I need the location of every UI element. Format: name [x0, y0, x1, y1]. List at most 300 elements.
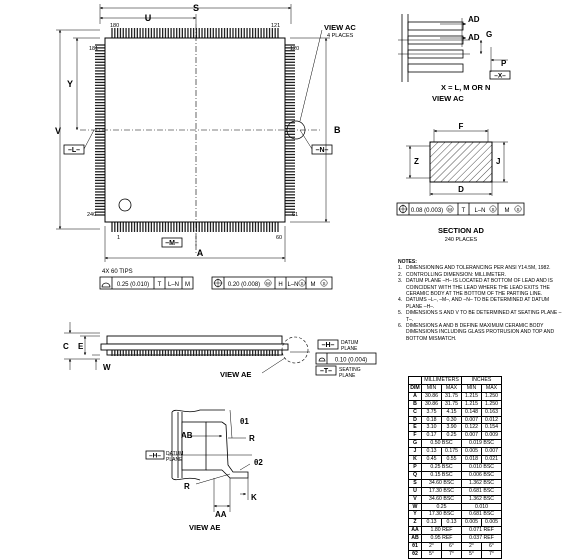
- lead: [252, 350, 253, 356]
- side-view: [63, 322, 376, 379]
- lead: [275, 350, 276, 356]
- lead: [95, 151, 105, 152]
- lead: [224, 222, 225, 232]
- lead: [139, 222, 140, 232]
- table-dim-cell: Z: [409, 519, 422, 527]
- lead: [285, 65, 295, 66]
- lead: [95, 157, 105, 158]
- lead: [285, 105, 295, 106]
- lead: [232, 350, 233, 356]
- table-value-cell: 17.30 BSC: [422, 487, 462, 495]
- lead: [95, 186, 105, 187]
- table-value-cell: 1.250: [482, 400, 502, 408]
- lead: [95, 99, 105, 100]
- lead: [185, 350, 186, 356]
- table-group-mm: MILLIMETERS: [422, 377, 462, 385]
- table-dim-cell: E: [409, 424, 422, 432]
- lead: [213, 350, 214, 356]
- lead: [238, 28, 239, 38]
- lead: [232, 28, 233, 38]
- lead: [95, 96, 105, 97]
- lead: [204, 350, 205, 356]
- svg-text:S: S: [322, 281, 326, 286]
- table-row: [409, 519, 502, 527]
- table-dim-cell: θ2: [409, 550, 422, 558]
- lead: [285, 111, 295, 112]
- dim-g-label: G: [486, 30, 493, 39]
- lead: [95, 194, 105, 195]
- datum-plane-label: DATUM: [341, 340, 359, 346]
- table-dim-cell: AA: [409, 527, 422, 535]
- lead: [285, 116, 295, 117]
- table-value-cell: 0.13: [422, 519, 442, 527]
- view-ae-callout: VIEW AE: [220, 370, 252, 379]
- lead: [285, 203, 295, 204]
- svg-text:T: T: [157, 282, 162, 288]
- lead: [95, 183, 105, 184]
- table-value-cell: 30.86: [422, 400, 442, 408]
- lead: [285, 73, 295, 74]
- table-row: [409, 408, 502, 416]
- table-dim-cell: AB: [409, 535, 422, 543]
- lead: [95, 191, 105, 192]
- table-row: [409, 448, 502, 456]
- table-head-in-min: MIN: [462, 384, 482, 392]
- lead: [120, 28, 121, 38]
- lead: [95, 165, 105, 166]
- lead: [95, 105, 105, 106]
- lead: [151, 222, 152, 232]
- table-value-cell: 1.215: [462, 392, 482, 400]
- table-value-cell: 0.005: [482, 519, 502, 527]
- lead: [117, 28, 118, 38]
- radius-label-upper: R: [249, 434, 255, 443]
- lead: [179, 222, 180, 232]
- lead: [285, 151, 295, 152]
- view-ac-places: 4 PLACES: [327, 33, 354, 39]
- lead-row-top: [111, 28, 278, 38]
- lead: [95, 119, 105, 120]
- view-ae-detail: [146, 410, 263, 532]
- table-value-cell: 7°: [442, 550, 462, 558]
- table-value-cell: 0.071 REF: [462, 527, 502, 535]
- lead: [114, 350, 115, 356]
- lead: [285, 171, 295, 172]
- lead: [285, 160, 295, 161]
- lead: [285, 200, 295, 201]
- lead: [252, 28, 253, 38]
- ae-datum-h-label: –H–: [149, 452, 161, 460]
- svg-text:M: M: [185, 282, 190, 288]
- table-value-cell: 6°: [482, 543, 502, 551]
- dim-s-label: S: [192, 3, 200, 13]
- lead: [156, 28, 157, 38]
- table-value-cell: 4.15: [442, 408, 462, 416]
- pin-120-label: 120: [290, 46, 300, 52]
- table-value-cell: 3.90: [442, 424, 462, 432]
- lead: [285, 145, 295, 146]
- lead: [218, 222, 219, 232]
- lead: [244, 222, 245, 232]
- table-dim-cell: F: [409, 432, 422, 440]
- lead: [95, 171, 105, 172]
- table-value-cell: 1.215: [462, 400, 482, 408]
- lead: [285, 93, 295, 94]
- lead: [95, 93, 105, 94]
- table-row: [409, 479, 502, 487]
- svg-text:0.20 (0.008): 0.20 (0.008): [227, 282, 261, 288]
- table-value-cell: 0.15 BSC: [422, 471, 462, 479]
- lead: [221, 28, 222, 38]
- lead: [154, 350, 155, 356]
- lead: [285, 88, 295, 89]
- lead: [151, 28, 152, 38]
- note-item: 4. DATUMS –L–, –M–, AND –N– TO BE DETERMINED AT DATUM PLANE –H–.: [398, 297, 550, 310]
- lead: [263, 222, 264, 232]
- lead: [95, 142, 105, 143]
- table-value-cell: 0.148: [462, 408, 482, 416]
- table-value-cell: 0.012: [482, 416, 502, 424]
- lead: [187, 350, 188, 356]
- lead: [249, 350, 250, 356]
- lead: [95, 139, 105, 140]
- table-value-cell: 0.006 BSC: [462, 471, 502, 479]
- table-dim-cell: θ1: [409, 543, 422, 551]
- svg-text:L–N: L–N: [287, 282, 299, 288]
- lead: [95, 122, 105, 123]
- lead: [114, 28, 115, 38]
- lead: [128, 350, 129, 356]
- lead: [285, 154, 295, 155]
- lead: [170, 28, 171, 38]
- lead: [277, 28, 278, 38]
- lead: [168, 28, 169, 38]
- lead: [193, 28, 194, 38]
- lead: [125, 222, 126, 232]
- table-value-cell: 34.60 BSC: [422, 495, 462, 503]
- view-ac-callout: VIEW AC: [324, 23, 356, 32]
- lead: [227, 222, 228, 232]
- lead: [95, 116, 105, 117]
- note-item: 6. DIMENSIONS A AND B DEFINE MAXIMUM CERAMIC BODY DIMENSIONS INCLUDING GLASS PROTRUSION AND TOP AND BOTTOM MISMATCH.: [398, 323, 555, 342]
- table-value-cell: 5°: [462, 550, 482, 558]
- lead: [95, 200, 105, 201]
- notes-block: [398, 259, 566, 342]
- lead: [238, 222, 239, 232]
- dim-k-label: K: [251, 493, 257, 502]
- dim-a-label: A: [196, 248, 204, 258]
- table-row: [409, 543, 502, 551]
- lead: [230, 28, 231, 38]
- table-value-cell: 2°: [462, 543, 482, 551]
- table-value-cell: 0.010: [462, 503, 502, 511]
- lead: [111, 28, 112, 38]
- table-value-cell: 0.005: [462, 448, 482, 456]
- datum-n-label: –N–: [315, 147, 329, 154]
- svg-text:M: M: [448, 207, 452, 212]
- lead: [285, 125, 295, 126]
- table-head-in-max: MAX: [482, 384, 502, 392]
- lead: [285, 174, 295, 175]
- table-value-cell: 0.25 BSC: [422, 463, 462, 471]
- lead: [95, 211, 105, 212]
- lead: [285, 180, 295, 181]
- theta1-label: θ1: [240, 417, 249, 426]
- pin-61-label: 61: [292, 212, 299, 218]
- lead: [255, 222, 256, 232]
- lead: [123, 28, 124, 38]
- dim-d-label: D: [458, 185, 464, 194]
- table-value-cell: 0.95 REF: [422, 535, 462, 543]
- pin-181-label: 181: [89, 46, 99, 52]
- lead: [165, 222, 166, 232]
- dim-p-label: P: [501, 59, 507, 68]
- lead: [95, 134, 105, 135]
- lead: [173, 350, 174, 356]
- lead: [176, 222, 177, 232]
- lead: [285, 99, 295, 100]
- table-value-cell: 34.60 BSC: [422, 479, 462, 487]
- table-dim-cell: G: [409, 440, 422, 448]
- datum-x-label: –X–: [494, 72, 506, 80]
- lead: [173, 28, 174, 38]
- table-value-cell: 0.007: [462, 432, 482, 440]
- table-value-cell: 6°: [442, 543, 462, 551]
- note-item: 5. DIMENSIONS S AND V TO BE DETERMINED AT SEATING PLANE –T–.: [398, 310, 562, 323]
- datum-l-label: –L–: [67, 147, 81, 154]
- lead: [170, 350, 171, 356]
- lead: [165, 28, 166, 38]
- lead: [123, 350, 124, 356]
- table-row: [409, 487, 502, 495]
- view-ac-detail: [398, 14, 510, 103]
- datum-m-label: –M–: [165, 240, 179, 247]
- lead: [95, 59, 105, 60]
- lead: [285, 148, 295, 149]
- lead: [154, 28, 155, 38]
- lead: [285, 168, 295, 169]
- table-value-cell: 0.50 BSC: [422, 440, 462, 448]
- lead: [224, 28, 225, 38]
- svg-text:0.10 (0.004): 0.10 (0.004): [334, 357, 368, 364]
- table-dim-cell: A: [409, 392, 422, 400]
- table-value-cell: 0.163: [482, 408, 502, 416]
- lead: [269, 28, 270, 38]
- table-dim-cell: S: [409, 479, 422, 487]
- lead: [95, 108, 105, 109]
- lead: [285, 139, 295, 140]
- lead: [285, 186, 295, 187]
- lead: [285, 56, 295, 57]
- lead: [285, 165, 295, 166]
- table-row: [409, 463, 502, 471]
- table-value-cell: 0.55: [442, 456, 462, 464]
- lead: [159, 222, 160, 232]
- table-value-cell: 1.362 BSC: [462, 479, 502, 487]
- table-value-cell: 0.007: [482, 448, 502, 456]
- dim-z-label: Z: [414, 157, 419, 166]
- lead: [199, 222, 200, 232]
- svg-text:M: M: [266, 281, 270, 286]
- lead: [277, 350, 278, 356]
- lead: [266, 350, 267, 356]
- note-item: 1. DIMENSIONING AND TOLERANCING PER ANSI Y14.5M, 1982.: [398, 265, 551, 272]
- lead: [134, 350, 135, 356]
- dim-ab-label: AB: [181, 431, 193, 440]
- lead: [148, 350, 149, 356]
- lead: [120, 222, 121, 232]
- table-value-cell: 0.18: [422, 416, 442, 424]
- lead: [128, 28, 129, 38]
- lead: [201, 350, 202, 356]
- lead: [224, 350, 225, 356]
- lead: [218, 350, 219, 356]
- lead: [238, 350, 239, 356]
- lead: [285, 206, 295, 207]
- table-value-cell: 1.250: [482, 392, 502, 400]
- table-value-cell: 0.154: [482, 424, 502, 432]
- pin-60-label: 60: [276, 235, 283, 241]
- table-dim-cell: B: [409, 400, 422, 408]
- lead: [263, 28, 264, 38]
- svg-text:S: S: [516, 207, 520, 212]
- lead: [190, 350, 191, 356]
- table-row: [409, 535, 502, 543]
- lead: [193, 350, 194, 356]
- table-value-cell: 5°: [422, 550, 442, 558]
- table-dim-cell: V: [409, 495, 422, 503]
- table-row: [409, 527, 502, 535]
- table-value-cell: 0.175: [442, 448, 462, 456]
- lead: [131, 28, 132, 38]
- lead: [95, 197, 105, 198]
- dim-v-label: V: [54, 126, 62, 136]
- table-dim-cell: K: [409, 456, 422, 464]
- seating-plane-label-2: PLANE: [339, 373, 356, 379]
- lead: [95, 148, 105, 149]
- dimension-table: [408, 376, 502, 559]
- lead: [95, 76, 105, 77]
- table-value-cell: 3.10: [422, 424, 442, 432]
- lead: [255, 28, 256, 38]
- table-group-in: INCHES: [462, 377, 502, 385]
- lead: [137, 350, 138, 356]
- lead: [210, 350, 211, 356]
- lead: [272, 28, 273, 38]
- lead: [285, 177, 295, 178]
- lead: [176, 350, 177, 356]
- lead-row-bottom: [111, 222, 278, 232]
- lead: [285, 209, 295, 210]
- lead: [176, 28, 177, 38]
- lead: [244, 28, 245, 38]
- lead: [95, 188, 105, 189]
- table-value-cell: 0.009: [482, 432, 502, 440]
- lead: [285, 62, 295, 63]
- note-item: 3. DATUM PLANE –H– IS LOCATED AT BOTTOM OF LEAD AND IS COINCIDENT WITH THE LEAD WHERE THE LEAD EXITS THE CERAMIC BODY AT THE BOTTOM OF THE PARTING LINE.: [398, 278, 553, 298]
- lead: [285, 119, 295, 120]
- lead: [285, 191, 295, 192]
- lead: [285, 70, 295, 71]
- lead: [249, 222, 250, 232]
- dim-e-label: E: [78, 342, 84, 351]
- svg-text:T: T: [461, 208, 466, 214]
- lead: [170, 222, 171, 232]
- svg-text:0.25 (0.010): 0.25 (0.010): [116, 282, 150, 288]
- lead: [255, 350, 256, 356]
- fcf-position: [212, 277, 332, 289]
- dim-w-label: W: [103, 363, 111, 372]
- lead: [185, 222, 186, 232]
- datum-t-label: –T–: [319, 368, 333, 375]
- lead: [95, 180, 105, 181]
- table-value-cell: 7°: [482, 550, 502, 558]
- dim-b-label: B: [334, 125, 341, 135]
- dim-y-label: Y: [66, 79, 74, 89]
- svg-text:L–N: L–N: [167, 282, 180, 288]
- tips-label: 4X 60 TIPS: [102, 269, 133, 275]
- lead: [215, 350, 216, 356]
- table-value-cell: 0.25: [442, 432, 462, 440]
- lead: [215, 222, 216, 232]
- lead: [95, 177, 105, 178]
- lead: [285, 90, 295, 91]
- lead: [117, 222, 118, 232]
- table-value-cell: 0.13: [442, 519, 462, 527]
- table-row: [409, 550, 502, 558]
- seating-plane-label: SEATING: [339, 367, 361, 373]
- table-value-cell: 0.019 BSC: [462, 440, 502, 448]
- lead: [165, 350, 166, 356]
- lead: [168, 350, 169, 356]
- datum-plane-label-2: PLANE: [341, 346, 358, 352]
- lead: [230, 350, 231, 356]
- lead: [95, 102, 105, 103]
- table-value-cell: 0.021: [482, 456, 502, 464]
- lead: [260, 28, 261, 38]
- table-dim-cell: Q: [409, 471, 422, 479]
- lead: [218, 28, 219, 38]
- lead: [95, 114, 105, 115]
- lead: [201, 222, 202, 232]
- lead: [95, 88, 105, 89]
- lead: [162, 350, 163, 356]
- lead: [285, 59, 295, 60]
- lead: [182, 28, 183, 38]
- lead: [168, 222, 169, 232]
- lead: [235, 222, 236, 232]
- table-dim-cell: J: [409, 448, 422, 456]
- lead: [137, 222, 138, 232]
- svg-text:0.08 (0.003): 0.08 (0.003): [410, 208, 444, 214]
- lead: [246, 222, 247, 232]
- lead: [285, 197, 295, 198]
- lead: [241, 28, 242, 38]
- lead: [95, 67, 105, 68]
- table-row: [409, 511, 502, 519]
- table-dim-cell: D: [409, 416, 422, 424]
- lead: [258, 28, 259, 38]
- lead: [285, 53, 295, 54]
- theta2-label: θ2: [254, 458, 263, 467]
- lead: [128, 222, 129, 232]
- lead: [285, 102, 295, 103]
- lead: [179, 350, 180, 356]
- view-ac-title: VIEW AC: [432, 94, 464, 103]
- lead: [213, 28, 214, 38]
- lead: [235, 350, 236, 356]
- lead: [232, 222, 233, 232]
